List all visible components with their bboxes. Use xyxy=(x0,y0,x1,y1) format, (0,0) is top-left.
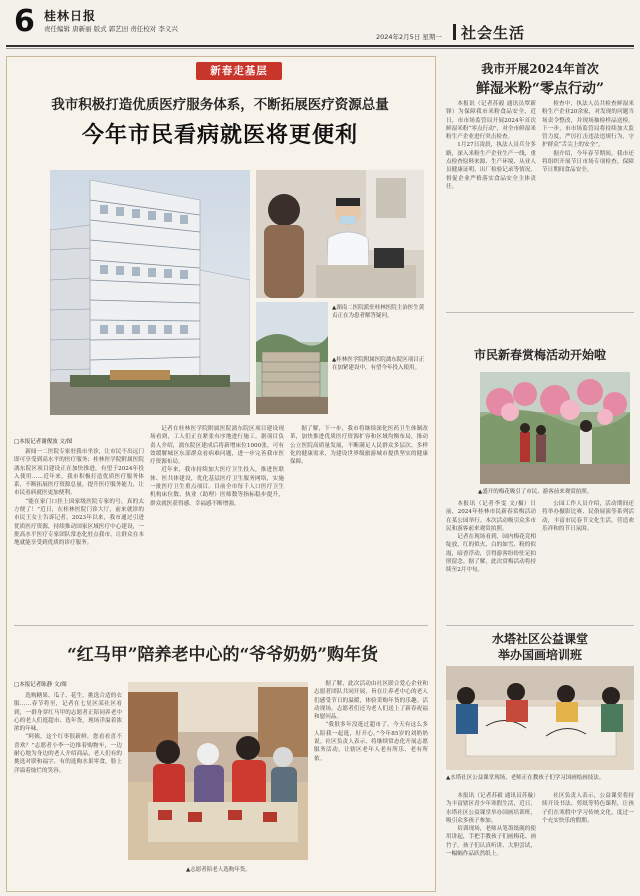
paragraph: 1月27日凌晨，执法人员兵分多路，深入米粉生产企业生产一线，重点检查原料来源、生产环境、从业人员健康证明、出厂检验记录等情况，督促企业严格落实食品安全主体责任。 xyxy=(446,142,536,190)
column-tag: 新春走基层 xyxy=(196,62,282,80)
page-number: 6 xyxy=(14,4,35,39)
paragraph: 公园工作人员介绍，活动期间还将举办摄影比赛、民俗展演等系列活动，丰富市民春节文化生活，营造欢乐祥和的节日氛围。 xyxy=(542,501,634,532)
main-body-col-2 xyxy=(150,425,284,617)
paragraph: 选购糖果、瓜子、花生，挑选合适的衣服……春节将至，记者在七星区某社区看到，一群身穿红马甲的志愿者正陪同养老中心的老人们逛超市、选年货，现场洋溢着浓浓的年味。 xyxy=(14,693,122,733)
right-divider-2 xyxy=(446,625,634,626)
story-divider xyxy=(14,625,428,626)
right-story-1-headline-line2: 鲜湿米粉“零点行动” xyxy=(475,81,605,97)
plum-blossom-photo xyxy=(480,372,630,484)
main-body-col-3 xyxy=(290,425,428,617)
second-byline: □本报记者陈静 文/图 xyxy=(14,682,67,688)
paragraph: 记者在现场看到，园内梅花竞相绽放，红的似火、白的如雪、粉的似霞，暗香浮动，引得游客纷纷驻足拍照留念。据了解，此次赏梅活动将持续至2月中旬。 xyxy=(446,534,536,574)
right-story-2-headline: 市民新春赏梅活动开始啦 xyxy=(473,348,606,362)
paragraph: 本报讯（记者苏毅 通讯员苏璇）为丰富辖区青少年寒假生活，近日，水塔社区公益课堂举办国画培训班，吸引众多孩子参加。 xyxy=(446,793,536,824)
plum-blossom-caption: ▲盛开的梅花吸引了市民、游客前来观赏拍照。 xyxy=(478,489,593,495)
paper-name: 桂林日报 xyxy=(44,9,97,23)
header-rule-thin xyxy=(6,48,634,49)
paragraph: 本报讯（记者李雯 文/摄）日前，2024年桂林市民新春赏梅活动在某公园举行。本次活动吸引众多市民和游客前来观赏拍照。 xyxy=(446,501,536,532)
paragraph: 据了解，此次活动由社区联合爱心企业和志愿者团队共同开展，旨在让养老中心的老人们感受节日的温暖，体验采购年货的乐趣。活动现场，志愿者们还为老人们送上了新春祝福和慰问品。 xyxy=(314,681,428,721)
section-title: 社会生活 xyxy=(461,24,526,42)
paragraph: “能在家门口挂上国家级医院专家的号，真的太方便了！”近日，在桂林医院门诊大厅，前来就诊的市民王女士告诉记者。2023年以来，我市通过引进优质医疗资源，持续推动国家区域医疗中心建设，一批高水平医疗专家团队常态化驻点我市，让群众在本地就能享受到优质的诊疗服务。 xyxy=(14,498,144,547)
second-headline: “红马甲”陪养老中心的“爷爷奶奶”购年货 xyxy=(66,645,379,665)
main-byline: □本报记者谢俊波 文/图 xyxy=(14,439,73,445)
construction-site-photo xyxy=(256,302,328,414)
hospital-building-photo xyxy=(50,170,250,415)
paragraph: 社区负责人表示，公益课堂将持续开设书法、剪纸等特色课程，让孩子们在寒假中学习传统文化，度过一个充实快乐的假期。 xyxy=(542,793,634,824)
right-story-1-col-2 xyxy=(542,100,634,305)
issue-date: 2024年2月5日 星期一 xyxy=(376,33,442,41)
main-headline: 今年市民看病就医将更便利 xyxy=(81,123,358,148)
second-body-col-1 xyxy=(14,692,122,888)
doctor-consultation-photo xyxy=(256,170,424,298)
paragraph: 据了解，下一步，我市将继续深化医药卫生体制改革，加快推进优质医疗资源扩容和区域均衡布局，推动公立医院高质量发展，不断满足人民群众多层次、多样化的健康需求，为建设世界级旅游城市提供坚实的健康保障。 xyxy=(290,426,428,466)
construction-photo-caption: ▲桂林医学院附属医院漓东院区项目正在加紧建设中，有望今年投入使用。 xyxy=(332,357,425,371)
doctor-photo-caption: ▲湖南二医院派驻桂林医院主治医生黄贞正在为患者解答疑问。 xyxy=(332,305,425,319)
right-story-3-headline-line1: 水塔社区公益课堂 xyxy=(491,632,588,646)
paragraph: 新闻一二医院专家驻我市坐诊，让市民不出远门即可享受到高水平的医疗服务；桂林医学院附属医院漓东院区项目建设正在加快推进，有望于2024年投入使用……近年来，我市积极打造优质医疗服务体系，不断拓展医疗资源总量，提升医疗服务能力，让市民看病就医更加便利。 xyxy=(14,449,144,497)
page-header xyxy=(6,4,634,44)
volunteers-photo-caption: ▲志愿者陪老人选购年货。 xyxy=(186,867,251,873)
right-story-1-headline-line1: 我市开展2024年首次 xyxy=(481,62,599,76)
paragraph: 据介绍，今年春节期间，我市还将组织开展节日市场专项检查，保障节日期间食品安全。 xyxy=(542,150,634,174)
main-subheadline: 我市积极打造优质医疗服务体系，不断拓展医疗资源总量 xyxy=(51,97,389,113)
painting-class-caption: ▲水塔社区公益课堂现场，老师正在教孩子们学习国画绘画技法。 xyxy=(446,775,605,781)
right-story-3-headline-line2: 举办国画培训班 xyxy=(497,648,582,662)
paragraph: “阿姨，这个红枣很新鲜，您看看喜不喜欢？”志愿者小李一边推着购物车，一边耐心地为身边的老人介绍商品。老人们有的挑选对联和福字，有的选购水果零食，脸上洋溢着灿烂的笑容。 xyxy=(14,734,122,774)
right-story-1-col-1 xyxy=(446,100,536,305)
right-story-3-col-2 xyxy=(542,792,634,890)
paragraph: 检查中，执法人员共检查鲜湿米粉生产企业20余家，对发现的问题当场责令整改，并现场抽检样品送检。下一步，市市场监管局将持续加大监管力度，严厉打击违法违规行为，守护群众“舌尖上的安全”。 xyxy=(542,101,634,149)
right-story-2-col-2 xyxy=(542,500,634,618)
section-marker xyxy=(453,24,456,40)
right-story-3-col-1 xyxy=(446,792,536,890)
paragraph: “我很多年没逛过超市了，今天有这么多人陪我一起逛，好开心。”今年85岁的刘奶奶说。社区负责人表示，将继续常态化开展志愿服务活动，让辖区老年人老有所乐、老有所依。 xyxy=(314,722,428,762)
editors-line: 责任编辑 唐新丽 版式 郭艺田 责任校对 李义兴 xyxy=(44,25,178,33)
main-body-col-1 xyxy=(14,448,144,618)
paragraph: 记者在桂林医学院附属医院漓东院区项目建设现场看到，工人们正在紧张有序地进行施工。据项目负责人介绍，漓东院区建成后将新增床位1000张，可有效缓解城区东部群众看病难问题，进一步完善我市医疗资源布局。 xyxy=(150,426,284,466)
right-divider-1 xyxy=(446,312,634,313)
header-rule xyxy=(6,45,634,47)
volunteers-shopping-photo xyxy=(128,682,308,860)
second-body-col-2 xyxy=(314,680,428,888)
paragraph: 本报讯（记者苏毅 通讯员覃新锋）为保障我市米粉食品安全，近日，市市场监管局开展2024年首次鲜湿米粉“零点行动”，对全市鲜湿米粉生产企业进行突击检查。 xyxy=(446,101,536,141)
painting-class-photo xyxy=(446,666,634,770)
paragraph: 培训现场，老师从笔墨纸砚的使用讲起，手把手教孩子们画梅花、画竹子。孩子们认真听讲、大胆尝试，一幅幅作品跃然纸上。 xyxy=(446,826,536,858)
right-story-2-col-1 xyxy=(446,500,536,618)
paragraph: 近年来，我市持续加大医疗卫生投入，推进医联体、医共体建设，优化基层医疗卫生服务网络，实施一批医疗卫生重点项目。目前全市每千人口医疗卫生机构床位数、执业（助理）医师数等指标稳步提升，群众就医获得感、幸福感不断增强。 xyxy=(150,467,284,507)
